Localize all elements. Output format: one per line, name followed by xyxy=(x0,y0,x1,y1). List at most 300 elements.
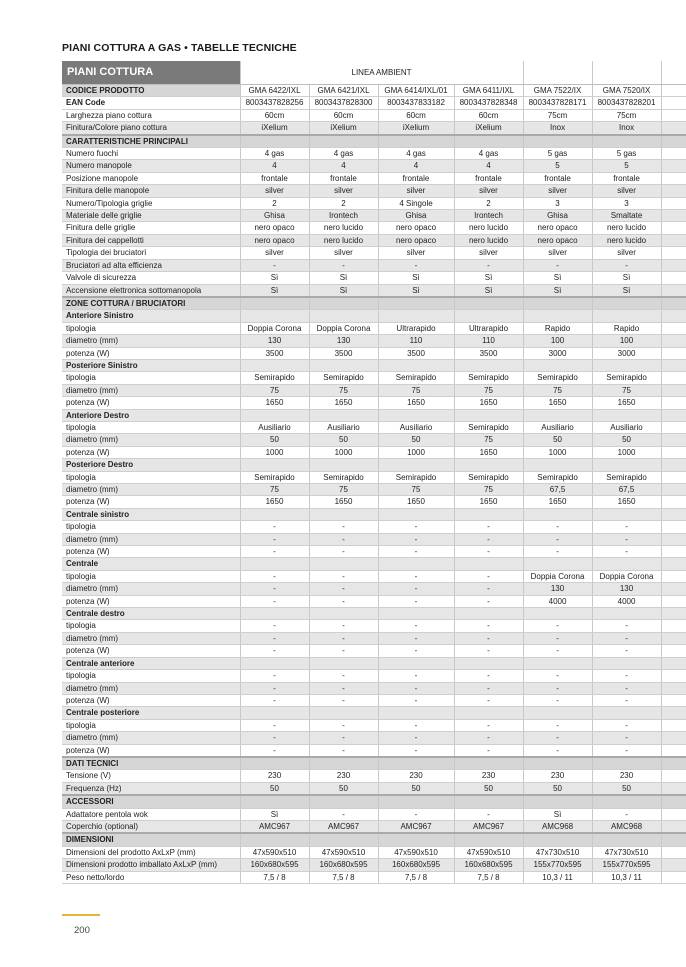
value-cell: - xyxy=(454,533,523,545)
value-cell xyxy=(661,471,686,483)
value-cell: 100 xyxy=(592,335,661,347)
table-row xyxy=(62,645,686,657)
value-cell: Semirapido xyxy=(378,372,454,384)
value-cell xyxy=(661,645,686,657)
value-cell: iXelium xyxy=(240,122,309,135)
value-cell: - xyxy=(523,632,592,644)
value-cell xyxy=(523,833,592,846)
value-cell: Sì xyxy=(592,272,661,284)
value-cell xyxy=(661,434,686,446)
value-cell xyxy=(378,757,454,770)
subsection-row xyxy=(62,657,686,669)
value-cell: GMA 7522/IX xyxy=(523,85,592,97)
value-cell: 4 gas xyxy=(454,148,523,160)
value-cell xyxy=(661,185,686,197)
value-cell xyxy=(661,322,686,334)
row-label: potenza (W) xyxy=(62,347,240,359)
table-row xyxy=(62,185,686,197)
table-row xyxy=(62,521,686,533)
table-row xyxy=(62,620,686,632)
value-cell: 75cm xyxy=(592,109,661,121)
value-cell xyxy=(661,744,686,757)
section-header-row xyxy=(62,135,686,148)
row-label: tipologia xyxy=(62,719,240,731)
value-cell: - xyxy=(523,645,592,657)
value-cell: AMC967 xyxy=(378,820,454,833)
row-label: potenza (W) xyxy=(62,546,240,558)
value-cell: 4 gas xyxy=(378,148,454,160)
row-label: potenza (W) xyxy=(62,595,240,607)
value-cell: Ausiliario xyxy=(309,421,378,433)
table-row xyxy=(62,546,686,558)
value-cell: - xyxy=(523,670,592,682)
value-cell xyxy=(661,632,686,644)
value-cell: 5 gas xyxy=(592,148,661,160)
value-cell: - xyxy=(309,732,378,744)
value-cell xyxy=(592,359,661,371)
value-cell: - xyxy=(240,645,309,657)
value-cell: 7,5 / 8 xyxy=(309,871,378,883)
value-cell xyxy=(378,608,454,620)
value-cell: - xyxy=(592,533,661,545)
value-cell: - xyxy=(240,546,309,558)
table-row xyxy=(62,148,686,160)
value-cell: Ausiliario xyxy=(523,421,592,433)
value-cell xyxy=(661,795,686,808)
value-cell xyxy=(661,757,686,770)
value-cell: 3500 xyxy=(309,347,378,359)
value-cell: 75 xyxy=(240,384,309,396)
value-cell: - xyxy=(240,719,309,731)
value-cell: 50 xyxy=(378,434,454,446)
value-cell: - xyxy=(309,682,378,694)
value-cell: frontale xyxy=(309,172,378,184)
value-cell: - xyxy=(378,620,454,632)
value-cell: 7,5 / 8 xyxy=(454,871,523,883)
value-cell xyxy=(523,297,592,310)
value-cell xyxy=(661,409,686,421)
table-row xyxy=(62,397,686,409)
value-cell xyxy=(454,459,523,471)
value-cell xyxy=(661,247,686,259)
value-cell xyxy=(661,583,686,595)
value-cell: - xyxy=(378,808,454,820)
row-label: Coperchio (optional) xyxy=(62,820,240,833)
value-cell xyxy=(661,384,686,396)
value-cell xyxy=(309,707,378,719)
value-cell: - xyxy=(523,732,592,744)
value-cell: 47x590x510 xyxy=(309,846,378,858)
value-cell: Semirapido xyxy=(592,372,661,384)
value-cell xyxy=(661,210,686,222)
value-cell: 50 xyxy=(523,782,592,795)
value-cell xyxy=(661,359,686,371)
value-cell: - xyxy=(592,546,661,558)
value-cell: silver xyxy=(454,185,523,197)
value-cell: 75cm xyxy=(523,109,592,121)
value-cell: - xyxy=(240,570,309,582)
value-cell: 75 xyxy=(378,384,454,396)
value-cell: - xyxy=(309,521,378,533)
value-cell xyxy=(240,297,309,310)
value-cell xyxy=(523,558,592,570)
value-cell xyxy=(378,558,454,570)
value-cell xyxy=(454,135,523,148)
value-cell: Sì xyxy=(523,808,592,820)
value-cell: 7,5 / 8 xyxy=(378,871,454,883)
value-cell xyxy=(661,670,686,682)
table-row xyxy=(62,808,686,820)
value-cell xyxy=(240,833,309,846)
value-cell: Semirapido xyxy=(240,471,309,483)
value-cell: - xyxy=(523,719,592,731)
value-cell: 8003437828201 xyxy=(592,97,661,109)
table-row xyxy=(62,210,686,222)
value-cell: 5 gas xyxy=(523,148,592,160)
table-row xyxy=(62,222,686,234)
value-cell: - xyxy=(309,595,378,607)
row-label: Finitura delle manopole xyxy=(62,185,240,197)
row-label: diametro (mm) xyxy=(62,484,240,496)
value-cell xyxy=(661,620,686,632)
row-label: tipologia xyxy=(62,620,240,632)
value-cell: - xyxy=(240,670,309,682)
value-cell: 3000 xyxy=(523,347,592,359)
value-cell: - xyxy=(454,583,523,595)
row-label: Dimensioni del prodotto AxLxP (mm) xyxy=(62,846,240,858)
value-cell: 50 xyxy=(309,782,378,795)
value-cell xyxy=(309,135,378,148)
row-label: Adattatore pentola wok xyxy=(62,808,240,820)
value-cell: 10,3 / 11 xyxy=(523,871,592,883)
value-cell: Semirapido xyxy=(454,372,523,384)
value-cell: 8003437828300 xyxy=(309,97,378,109)
value-cell: 1650 xyxy=(309,397,378,409)
value-cell xyxy=(240,409,309,421)
value-cell: 60cm xyxy=(454,109,523,121)
value-cell xyxy=(240,135,309,148)
value-cell xyxy=(661,284,686,297)
value-cell: 4 gas xyxy=(309,148,378,160)
value-cell: AMC967 xyxy=(240,820,309,833)
value-cell: - xyxy=(454,732,523,744)
value-cell xyxy=(378,833,454,846)
value-cell: - xyxy=(454,570,523,582)
value-cell: 230 xyxy=(523,770,592,782)
row-label: diametro (mm) xyxy=(62,533,240,545)
value-cell: - xyxy=(378,533,454,545)
subsection-row xyxy=(62,558,686,570)
value-cell xyxy=(661,508,686,520)
value-cell: 50 xyxy=(378,782,454,795)
row-label: potenza (W) xyxy=(62,645,240,657)
row-label: Tipologia dei bruciatori xyxy=(62,247,240,259)
table-row xyxy=(62,770,686,782)
row-label: Posteriore Destro xyxy=(62,459,240,471)
row-label: Anteriore Destro xyxy=(62,409,240,421)
value-cell: Sì xyxy=(378,272,454,284)
value-cell: 230 xyxy=(309,770,378,782)
value-cell: nero lucido xyxy=(592,222,661,234)
row-label: potenza (W) xyxy=(62,397,240,409)
value-cell xyxy=(454,833,523,846)
value-cell: - xyxy=(592,632,661,644)
value-cell: - xyxy=(592,670,661,682)
value-cell: Sì xyxy=(454,284,523,297)
value-cell: Doppia Corona xyxy=(592,570,661,582)
row-label: diametro (mm) xyxy=(62,583,240,595)
value-cell xyxy=(661,846,686,858)
value-cell xyxy=(240,608,309,620)
value-cell: nero lucido xyxy=(309,222,378,234)
value-cell xyxy=(661,820,686,833)
section-header-row xyxy=(62,297,686,310)
value-cell xyxy=(661,148,686,160)
value-cell: nero opaco xyxy=(378,234,454,246)
value-cell xyxy=(661,135,686,148)
row-label: tipologia xyxy=(62,521,240,533)
value-cell: Semirapido xyxy=(309,471,378,483)
table-row xyxy=(62,533,686,545)
value-cell: - xyxy=(592,808,661,820)
value-cell: 1650 xyxy=(378,496,454,508)
value-cell: - xyxy=(454,744,523,757)
section-header-row xyxy=(62,757,686,770)
value-cell xyxy=(309,297,378,310)
value-cell: frontale xyxy=(240,172,309,184)
value-cell xyxy=(309,359,378,371)
value-cell: - xyxy=(378,570,454,582)
row-label: ACCESSORI xyxy=(62,795,240,808)
table-row xyxy=(62,670,686,682)
value-cell xyxy=(592,757,661,770)
value-cell xyxy=(661,808,686,820)
value-cell xyxy=(592,135,661,148)
table-row xyxy=(62,284,686,297)
value-cell: - xyxy=(240,694,309,706)
value-cell: - xyxy=(240,259,309,271)
value-cell: nero opaco xyxy=(523,234,592,246)
value-cell: - xyxy=(378,632,454,644)
value-cell xyxy=(240,359,309,371)
value-cell: 4 gas xyxy=(240,148,309,160)
value-cell: GMA 6421/IXL xyxy=(309,85,378,97)
value-cell: Semirapido xyxy=(454,421,523,433)
value-cell xyxy=(240,757,309,770)
value-cell: - xyxy=(454,645,523,657)
table-row xyxy=(62,732,686,744)
value-cell: frontale xyxy=(454,172,523,184)
value-cell xyxy=(661,335,686,347)
value-cell: 67,5 xyxy=(523,484,592,496)
value-cell xyxy=(661,694,686,706)
value-cell: 47x730x510 xyxy=(592,846,661,858)
value-cell: 4 xyxy=(454,160,523,172)
value-cell: - xyxy=(592,259,661,271)
value-cell: - xyxy=(240,744,309,757)
value-cell xyxy=(661,521,686,533)
value-cell: nero lucido xyxy=(309,234,378,246)
value-cell xyxy=(661,122,686,135)
value-cell: Rapido xyxy=(592,322,661,334)
value-cell: 3500 xyxy=(240,347,309,359)
value-cell: 4000 xyxy=(592,595,661,607)
value-cell: 1000 xyxy=(523,446,592,458)
value-cell: - xyxy=(523,744,592,757)
row-label: CODICE PRODOTTO xyxy=(62,85,240,97)
value-cell: iXelium xyxy=(454,122,523,135)
page-number-rule xyxy=(62,914,100,916)
value-cell xyxy=(454,608,523,620)
row-label: diametro (mm) xyxy=(62,335,240,347)
value-cell: 1650 xyxy=(240,397,309,409)
value-cell xyxy=(661,682,686,694)
value-cell: silver xyxy=(240,247,309,259)
value-cell xyxy=(523,707,592,719)
value-cell: - xyxy=(592,682,661,694)
value-cell xyxy=(592,833,661,846)
value-cell: Ultrarapido xyxy=(378,322,454,334)
value-cell xyxy=(523,657,592,669)
value-cell: Doppia Corona xyxy=(523,570,592,582)
value-cell: Ghisa xyxy=(378,210,454,222)
value-cell xyxy=(661,546,686,558)
value-cell xyxy=(240,459,309,471)
value-cell: 160x680x595 xyxy=(454,859,523,871)
row-label: tipologia xyxy=(62,471,240,483)
table-row xyxy=(62,570,686,582)
value-cell: - xyxy=(240,732,309,744)
value-cell: 3 xyxy=(523,197,592,209)
row-label: tipologia xyxy=(62,421,240,433)
row-label: Finitura dei cappellotti xyxy=(62,234,240,246)
value-cell: GMA 6422/IXL xyxy=(240,85,309,97)
value-cell: - xyxy=(240,533,309,545)
value-cell xyxy=(309,459,378,471)
value-cell: 230 xyxy=(454,770,523,782)
value-cell: nero opaco xyxy=(240,234,309,246)
table-row xyxy=(62,782,686,795)
value-cell: 110 xyxy=(378,335,454,347)
value-cell: Ausiliario xyxy=(378,421,454,433)
value-cell: 75 xyxy=(454,434,523,446)
value-cell: Rapido xyxy=(523,322,592,334)
value-cell: - xyxy=(454,546,523,558)
value-cell xyxy=(378,359,454,371)
value-cell: - xyxy=(309,583,378,595)
value-cell: nero lucido xyxy=(592,234,661,246)
row-label: diametro (mm) xyxy=(62,732,240,744)
value-cell xyxy=(661,707,686,719)
value-cell: Sì xyxy=(592,284,661,297)
value-cell xyxy=(240,310,309,322)
value-cell: GMA 7520/IX xyxy=(592,85,661,97)
value-cell xyxy=(661,608,686,620)
value-cell: AMC967 xyxy=(309,820,378,833)
value-cell: - xyxy=(309,546,378,558)
spec-table xyxy=(62,61,686,884)
value-cell: 10,3 / 11 xyxy=(592,871,661,883)
value-cell: 160x680x595 xyxy=(378,859,454,871)
value-cell: - xyxy=(592,620,661,632)
page-heading: PIANI COTTURA A GAS • TABELLE TECNICHE xyxy=(62,42,297,54)
value-cell xyxy=(661,310,686,322)
value-cell: 1000 xyxy=(240,446,309,458)
value-cell: 1650 xyxy=(523,496,592,508)
value-cell: Semirapido xyxy=(240,372,309,384)
value-cell: - xyxy=(454,632,523,644)
value-cell xyxy=(454,310,523,322)
table-row xyxy=(62,109,686,121)
value-cell: Ghisa xyxy=(240,210,309,222)
row-label: potenza (W) xyxy=(62,744,240,757)
value-cell: frontale xyxy=(523,172,592,184)
value-cell: 230 xyxy=(592,770,661,782)
value-cell: 8003437828256 xyxy=(240,97,309,109)
value-cell: silver xyxy=(309,185,378,197)
value-cell xyxy=(454,757,523,770)
value-cell: Semirapido xyxy=(454,471,523,483)
table-row xyxy=(62,471,686,483)
row-label: Materiale delle griglie xyxy=(62,210,240,222)
value-cell: 47x590x510 xyxy=(378,846,454,858)
value-cell: 75 xyxy=(378,484,454,496)
value-cell xyxy=(661,595,686,607)
value-cell: 2 xyxy=(240,197,309,209)
row-label: Centrale anteriore xyxy=(62,657,240,669)
section-header-row xyxy=(62,833,686,846)
value-cell xyxy=(661,732,686,744)
value-cell xyxy=(661,372,686,384)
page-number: 200 xyxy=(74,925,90,936)
value-cell xyxy=(523,359,592,371)
value-cell: nero opaco xyxy=(378,222,454,234)
value-cell xyxy=(661,397,686,409)
value-cell: 3500 xyxy=(378,347,454,359)
value-cell xyxy=(661,109,686,121)
value-cell xyxy=(523,459,592,471)
value-cell: 1650 xyxy=(592,496,661,508)
value-cell: 4 xyxy=(378,160,454,172)
value-cell: 130 xyxy=(592,583,661,595)
value-cell xyxy=(661,484,686,496)
section-header-row xyxy=(62,795,686,808)
value-cell: silver xyxy=(309,247,378,259)
value-cell: 1000 xyxy=(309,446,378,458)
value-cell xyxy=(309,508,378,520)
value-cell: - xyxy=(592,521,661,533)
table-row xyxy=(62,871,686,883)
value-cell: - xyxy=(240,682,309,694)
value-cell: - xyxy=(378,719,454,731)
value-cell: - xyxy=(240,632,309,644)
value-cell: - xyxy=(378,521,454,533)
value-cell: 50 xyxy=(309,434,378,446)
table-title: PIANI COTTURA xyxy=(62,61,240,85)
value-cell: Smaltate xyxy=(592,210,661,222)
value-cell: Sì xyxy=(454,272,523,284)
value-cell: - xyxy=(454,521,523,533)
value-cell xyxy=(661,657,686,669)
value-cell: - xyxy=(592,719,661,731)
value-cell: 130 xyxy=(240,335,309,347)
value-cell xyxy=(592,608,661,620)
empty-header-cell xyxy=(523,61,592,85)
subsection-row xyxy=(62,459,686,471)
row-label: diametro (mm) xyxy=(62,632,240,644)
value-cell: Ultrarapido xyxy=(454,322,523,334)
value-cell xyxy=(523,409,592,421)
